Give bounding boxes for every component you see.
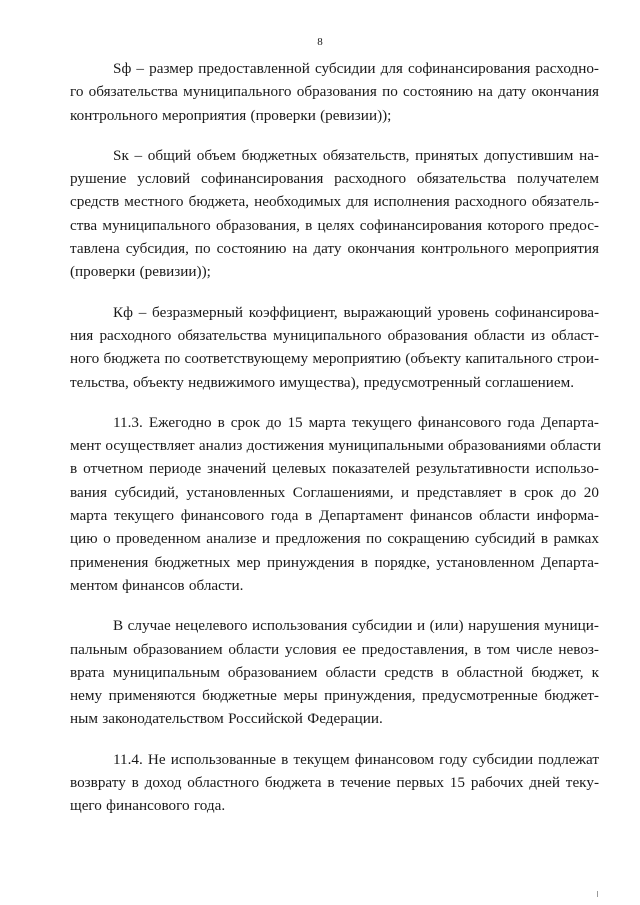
paragraph-11-4 [70,748,599,818]
text-line: ным законодательством Российской Федерации. [70,710,383,728]
paragraph-s-k-definition [70,144,599,284]
text-line: го обязательства муниципального образования по состоянию на дату окончания [70,83,599,101]
text-line: ния расходного обязательства муниципального образования области из област- [70,326,599,344]
page-number: 8 [317,36,323,48]
text-line: (проверки (ревизии)); [70,263,211,281]
text-line: ства муниципального образования, в целях софинансирования которого предос- [70,216,599,234]
text-line: в отчетном периоде значений целевых показателей результативности использо- [70,460,599,478]
paragraph-11-3 [70,411,599,597]
text-line: рушение условий софинансирования расходного обязательства получателем [70,170,599,188]
text-line: нему применяются бюджетные меры принуждения, предусмотренные бюджет- [70,687,599,705]
text-line: щего финансового года. [70,797,226,815]
paragraph-k-f-definition [70,301,599,394]
text-line: средств местного бюджета, необходимых для исполнения расходного обязатель- [70,193,599,211]
text-line: ного бюджета по соответствующему мероприятию (объекту капитального строи- [70,350,599,368]
text-line: применения бюджетных мер принуждения в порядке, установленном Департа- [70,553,599,571]
text-line: контрольного мероприятия (проверки (ревизии)); [70,106,392,124]
text-line: возврату в доход областного бюджета в течение первых 15 рабочих дней теку- [70,774,599,792]
text-line: В случае нецелевого использования субсидии и (или) нарушения муници- [113,617,599,635]
text-line: 11.3. Ежегодно в срок до 15 марта текущего финансового года Департа- [113,413,599,431]
paragraph-misuse-case [70,614,599,730]
text-line: марта текущего финансового года в Департамент финансов области информа- [70,507,599,525]
text-line: врата муниципальным образованием области средств в областной бюджет, к [70,663,599,681]
text-line: мент осуществляет анализ достижения муниципальными образованиями области [70,437,601,455]
paragraph-s-f-definition [70,57,599,127]
text-line: ментом финансов области. [70,576,244,594]
text-line: Кф – безразмерный коэффициент, выражающий уровень софинансирова- [113,303,599,321]
text-line: Sф – размер предоставленной субсидии для софинансирования расходно- [113,60,599,77]
text-line: пальным образованием области условия ее предоставления, в том числе невоз- [70,640,599,658]
scan-margin-mark [597,891,598,897]
text-line: Sк – общий объем бюджетных обязательств, принятых допустившим на- [113,146,599,164]
document-body [70,57,599,818]
text-line: 11.4. Не использованные в текущем финансовом году субсидии подлежат [113,750,599,768]
text-line: тавлена субсидия, по состоянию на дату окончания контрольного мероприятия [70,240,599,258]
text-line: тельства, объекту недвижимого имущества), предусмотренный соглашением. [70,373,575,391]
text-line: цию о проведенном анализе и предложения по сокращению субсидий в рамках [70,530,599,548]
text-line: вания субсидий, установленных Соглашениями, и представляет в срок до 20 [70,483,599,501]
